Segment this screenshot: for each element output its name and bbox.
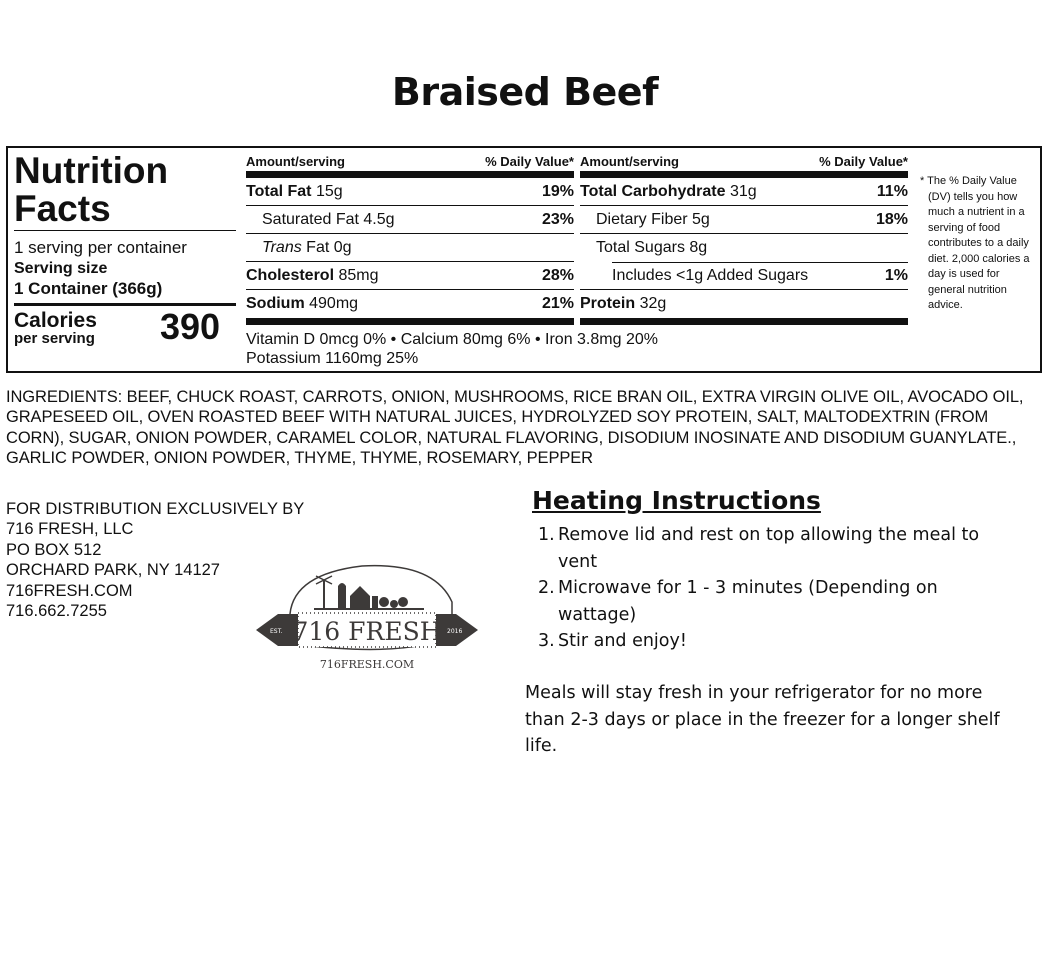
nutrient-amount: 32g: [639, 295, 667, 312]
heating-step: [538, 522, 1008, 575]
nutrient-row-sodium: [246, 290, 574, 318]
nutrient-name: Saturated Fat: [262, 211, 359, 228]
nutrient-amount: 0g: [333, 239, 352, 256]
amount-header: Amount/serving: [246, 154, 345, 169]
nutrient-row-dietary-fiber: [580, 206, 908, 234]
step-number: 1.: [538, 525, 555, 545]
nutrient-amount: 15g: [315, 183, 343, 200]
step-number: 3.: [538, 631, 555, 651]
divider: [580, 171, 908, 178]
nutrient-amount: 490mg: [309, 295, 359, 312]
dv-header: % Daily Value*: [819, 154, 908, 169]
divider: [14, 230, 236, 231]
step-number: 2.: [538, 578, 555, 598]
nutrient-amount: 5g: [692, 211, 710, 228]
distribution-line: PO BOX 512: [6, 540, 102, 559]
nutrient-name: Total Carbohydrate: [580, 183, 726, 200]
nutrient-name: Trans: [262, 239, 302, 256]
nutrition-heading-line2: Facts: [14, 188, 111, 229]
nutrient-dv: 23%: [541, 211, 574, 228]
nutrient-column-right: [580, 150, 908, 325]
distribution-line: 716.662.7255: [6, 602, 107, 621]
product-title: Braised Beef: [391, 70, 659, 114]
nutrient-row-trans-fat: [246, 234, 574, 262]
serving-size-label: Serving size: [14, 260, 108, 277]
column-header: [580, 150, 908, 170]
footnote-body: (DV) tells you how much a nutrient in a serving of food contributes to a daily diet. 2,000 calories a day is used for general nutrition advice.: [928, 190, 1030, 311]
serving-size-value: 1 Container (366g): [14, 279, 163, 298]
brand-logo: [254, 562, 480, 676]
nutrient-amount: 85mg: [338, 267, 379, 284]
nutrient-name: Cholesterol: [246, 267, 335, 284]
distribution-line: 716 FRESH, LLC: [6, 520, 134, 539]
nutrient-dv: 11%: [876, 183, 908, 200]
nutrient-row-total-carbohydrate: [580, 178, 908, 206]
storage-note: Meals will stay fresh in your refrigerator for no more than 2-3 days or place in the freezer for a longer shelf life.: [525, 683, 1000, 756]
nutrient-row-total-sugars: [580, 234, 908, 262]
nutrient-dv: 18%: [875, 211, 908, 228]
heating-steps: [538, 522, 1008, 655]
logo-url: 716FRESH.COM: [319, 658, 415, 671]
footnote-line-1: * The % Daily Value: [920, 175, 1017, 187]
calories-value: 390: [160, 306, 221, 347]
nutrient-row-cholesterol: [246, 262, 574, 290]
nutrient-dv: 28%: [541, 267, 574, 284]
nutrient-dv: 19%: [541, 183, 574, 200]
logo-name: 716 FRESH: [292, 617, 442, 646]
divider: [246, 318, 574, 325]
nutrient-name-rest: Fat: [306, 239, 330, 256]
distribution-line: 716FRESH.COM: [6, 581, 133, 600]
distribution-line: ORCHARD PARK, NY 14127: [6, 561, 220, 580]
nutrient-amount: 4.5g: [363, 211, 395, 228]
step-text: Microwave for 1 - 3 minutes (Depending on wattage): [558, 578, 938, 625]
vitamins-minerals: [246, 330, 658, 368]
nutrient-name: Sodium: [246, 295, 305, 312]
calories-label: Calories: [14, 309, 97, 332]
nutrient-row-added-sugars: [580, 262, 908, 290]
nutrient-dv: 1%: [884, 267, 908, 284]
nutrient-name: Total Sugars: [596, 239, 685, 256]
nutrient-dv: 21%: [541, 295, 574, 312]
logo-est: EST.: [270, 628, 283, 635]
heating-step: [538, 628, 1008, 655]
distribution-line: FOR DISTRIBUTION EXCLUSIVELY BY: [6, 500, 305, 518]
calories-sub-label: per serving: [14, 330, 95, 347]
daily-value-footnote: [920, 174, 1038, 314]
nutrient-amount: 31g: [729, 183, 757, 200]
nutrient-name: Total Fat: [246, 183, 312, 200]
divider: [580, 318, 908, 325]
heating-step: [538, 575, 1008, 628]
nutrient-amount: 8g: [689, 239, 708, 256]
nutrition-heading-line1: Nutrition: [14, 150, 169, 191]
nutrient-name: Dietary Fiber: [596, 211, 688, 228]
nutrition-left-block: [14, 152, 236, 228]
servings-per-container: 1 serving per container: [14, 238, 187, 257]
nutrient-row-saturated-fat: [246, 206, 574, 234]
dv-header: % Daily Value*: [485, 154, 574, 169]
nutrient-name: Protein: [580, 295, 636, 312]
amount-header: Amount/serving: [580, 154, 679, 169]
vitamins-line-1: Vitamin D 0mcg 0% • Calcium 80mg 6% • Iron 3.8mg 20%: [246, 331, 658, 348]
heating-instructions-title: Heating Instructions: [532, 486, 821, 515]
step-text: Remove lid and rest on top allowing the meal to vent: [558, 525, 980, 572]
step-text: Stir and enjoy!: [558, 631, 687, 651]
nutrient-column-left: [246, 150, 574, 325]
nutrient-row-protein: [580, 290, 908, 318]
divider: [246, 171, 574, 178]
ingredients-list: INGREDIENTS: BEEF, CHUCK ROAST, CARROTS, ONION, MUSHROOMS, RICE BRAN OIL, EXTRA VIRGIN OLIVE OIL, AVOCADO OIL, GRAPESEED OIL, OVEN ROASTED BEEF WITH NATURAL JUICES, HYDROLYZED SOY PROTEIN, SALT, MALTODEXTRIN (FROM CORN), SUGAR, ONION POWDER, CARAMEL COLOR, NATURAL FLAVORING, DISODIUM INOSINATE AND DISODIUM GUANYLATE., GARLIC POWDER, ONION POWDER, THYME, THYME, ROSEMARY, PEPPER: [6, 388, 1024, 468]
nutrient-name: Includes <1g Added Sugars: [612, 267, 809, 284]
nutrient-row-total-fat: [246, 178, 574, 206]
logo-year: 2016: [447, 628, 463, 635]
column-header: [246, 150, 574, 170]
vitamins-line-2: Potassium 1160mg 25%: [246, 350, 419, 367]
nutrition-facts-panel: [6, 146, 1042, 373]
